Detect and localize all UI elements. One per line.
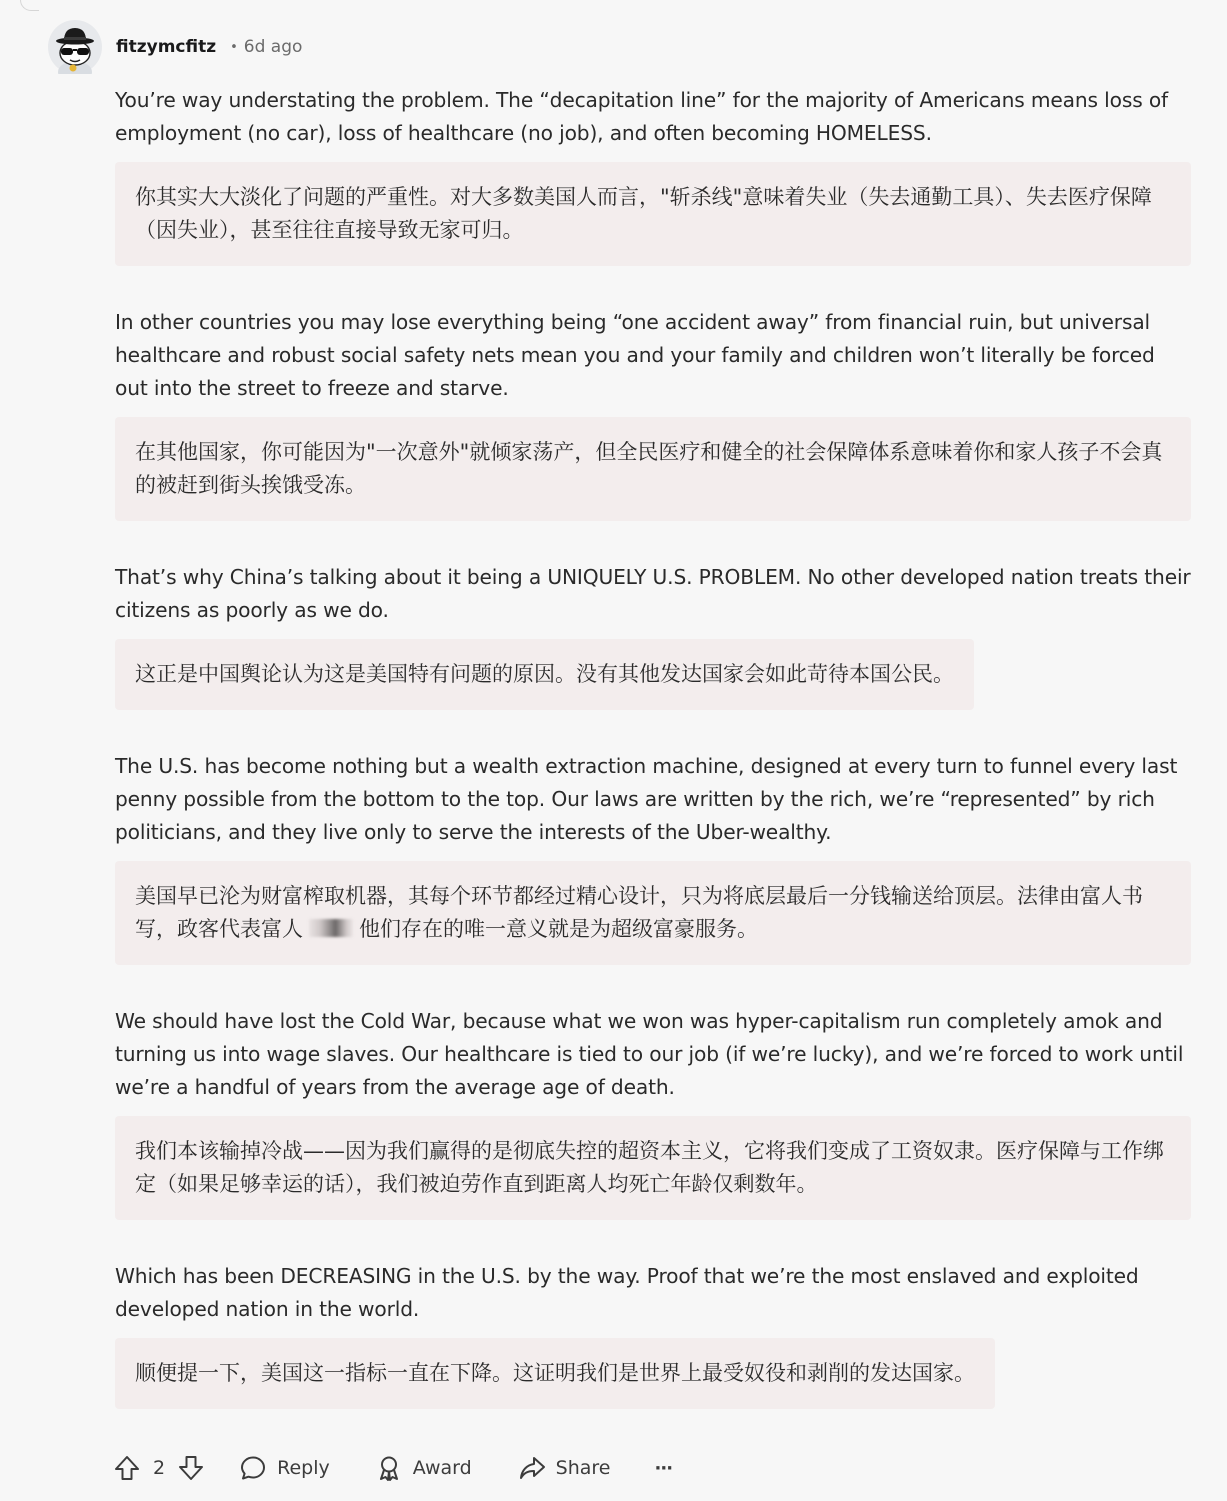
comment-paragraph: In other countries you may lose everything being “one accident away” from financial ruin, but universal healthcare and robust social safety nets mean you and your family and children won’t literally be forced out into the street to freeze and starve. — [115, 310, 1155, 400]
blurred-redaction — [309, 919, 353, 937]
translation-text: 我们本该输掉冷战——因为我们赢得的是彻底失控的超资本主义，它将我们变成了工资奴隶。医疗保障与工作绑定（如果足够幸运的话），我们被迫劳作直到距离人均死亡年龄仅剩数年。 — [135, 1139, 1164, 1196]
snoo-avatar-icon — [48, 20, 102, 74]
translation-text: 美国早已沦为财富榨取机器，其每个环节都经过精心设计，只为将底层最后一分钱输送给顶层。法律由富人书写，政客代表富人 — [135, 884, 1143, 941]
downvote-arrow-icon — [177, 1454, 205, 1482]
award-button[interactable] — [375, 1454, 472, 1482]
comment-paragraph: That’s why China’s talking about it being a UNIQUELY U.S. PROBLEM. No other developed nation treats their citizens as poorly as we do. — [115, 565, 1191, 622]
translation-block — [115, 1116, 1191, 1220]
comment-action-bar — [113, 1448, 672, 1488]
comment-body — [115, 84, 1191, 1409]
speech-bubble-icon — [239, 1454, 267, 1482]
translation-text: 顺便提一下，美国这一指标一直在下降。这证明我们是世界上最受奴役和剥削的发达国家。 — [135, 1361, 975, 1385]
translation-block — [115, 162, 1191, 266]
comment-paragraph: You’re way understating the problem. The “decapitation line” for the majority of Americans means loss of employment (no car), loss of healthcare (no job), and often becoming HOMELESS. — [115, 88, 1169, 145]
upvote-button[interactable] — [113, 1454, 141, 1482]
ellipsis-icon: ··· — [654, 1457, 673, 1479]
translation-text: 在其他国家，你可能因为"一次意外"就倾家荡产，但全民医疗和健全的社会保障体系意味着你和家人孩子不会真的被赶到街头挨饿受冻。 — [135, 440, 1163, 497]
comment-meta — [116, 34, 302, 60]
comment-paragraph: The U.S. has become nothing but a wealth extraction machine, designed at every turn to funnel every last penny possible from the bottom to the top. Our laws are written by the rich, we’re “represented” by rich politicians, and they live only to serve the interests of the Uber-wealthy. — [115, 754, 1178, 844]
comment-paragraph: We should have lost the Cold War, because what we won was hyper-capitalism run completely amok and turning us into wage slaves. Our healthcare is tied to our job (if we’re lucky), and we’re forced to work until we’re a handful of years from the average age of death. — [115, 1009, 1184, 1099]
comment-paragraph: Which has been DECREASING in the U.S. by the way. Proof that we’re the most enslaved and exploited developed nation in the world. — [115, 1264, 1139, 1321]
meta-separator: • — [230, 39, 238, 55]
upvote-arrow-icon — [113, 1454, 141, 1482]
share-arrow-icon — [518, 1454, 546, 1482]
more-options-button[interactable] — [655, 1458, 673, 1479]
translation-block — [115, 861, 1191, 965]
translation-block — [115, 639, 974, 710]
reply-label: Reply — [277, 1457, 330, 1479]
avatar[interactable] — [48, 20, 102, 74]
translation-text: 你其实大大淡化了问题的严重性。对大多数美国人而言，"斩杀线"意味着失业（失去通勤工具）、失去医疗保障（因失业），甚至往往直接导致无家可归。 — [135, 185, 1152, 242]
timestamp[interactable]: 6d ago — [243, 37, 303, 57]
translation-text-tail: 他们存在的唯一意义就是为超级富豪服务。 — [359, 917, 758, 941]
vote-group — [113, 1454, 205, 1482]
translation-text: 这正是中国舆论认为这是美国特有问题的原因。没有其他发达国家会如此苛待本国公民。 — [135, 662, 954, 686]
translation-block — [115, 1338, 995, 1409]
reply-button[interactable] — [239, 1454, 330, 1482]
downvote-button[interactable] — [177, 1454, 205, 1482]
award-label: Award — [412, 1457, 472, 1479]
award-ribbon-icon — [375, 1454, 403, 1482]
thread-connector-line — [20, 0, 39, 11]
translation-block — [115, 417, 1191, 521]
share-label: Share — [555, 1457, 611, 1479]
username-link[interactable]: fitzymcfitz — [116, 37, 217, 57]
share-button[interactable] — [518, 1454, 611, 1482]
vote-count: 2 — [153, 1457, 166, 1479]
